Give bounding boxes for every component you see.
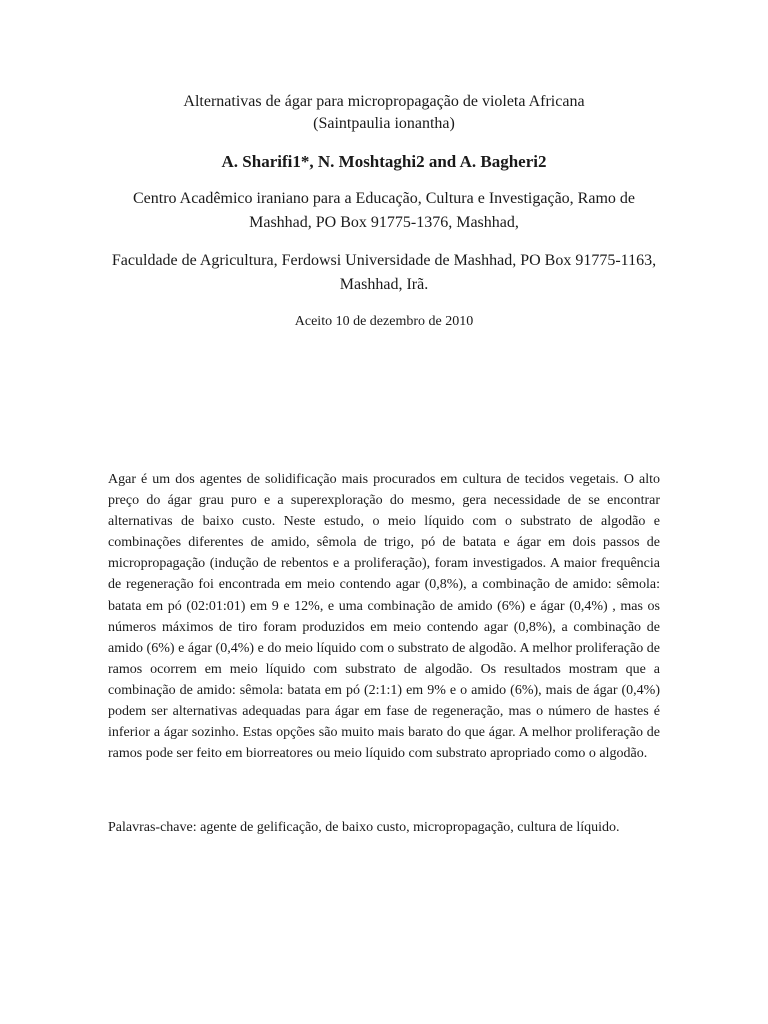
paper-title-line1: Alternativas de ágar para micropropagação de violeta Africana <box>183 93 585 110</box>
paper-authors: A. Sharifi1*, N. Moshtaghi2 and A. Bagheri2 <box>221 152 547 171</box>
paper-title-line2: (Saintpaulia ionantha) <box>313 115 455 132</box>
affiliation-1: Centro Acadêmico iraniano para a Educação, Cultura e Investigação, Ramo de Mashhad, PO Box 91775-1376, Mashhad, <box>132 190 635 231</box>
abstract-paragraph: Agar é um dos agentes de solidificação mais procurados em cultura de tecidos vegetais. O alto preço do ágar grau puro e a superexploração do mesmo, gera necessidade de se encontrar alternativas de baixo custo. Neste estudo, o meio líquido com o substrato de algodão e combinações diferentes de amido, sêmola de trigo, pó de batata e ágar em dois passos de micropropagação (indução de rebentos e a proliferação), foram investigados. A maior frequência de regeneração foi encontrada em meio contendo agar (0,8%), a combinação de amido: sêmola: batata em pó (02:01:01) em 9 e 12%, e uma combinação de amido (6%) e ágar (0,4%) , mas os números máximos de tiro foram produzidos em meio contendo agar (0,8%), a combinação de amido (6%) e ágar (0,4%) e do meio líquido com o substrato de algodão. A melhor proliferação de ramos ocorrem em meio líquido com substrato de algodão. Os resultados mostram que a combinação de amido: sêmola: batata em pó (2:1:1) em 9% e o amido (6%), mais de ágar (0,4%) podem ser alternativas adequadas para ágar em fase de regeneração, mas o número de hastes é inferior a ágar sozinho. Estas opções são muito mais barato do que ágar. A melhor proliferação de ramos pode ser feito em biorreatores ou meio líquido com substrato apropriado como o algodão. <box>108 472 660 762</box>
affiliation-2: Faculdade de Agricultura, Ferdowsi Universidade de Mashhad, PO Box 91775-1163, Mashhad, Irã. <box>111 252 657 293</box>
accepted-date: Aceito 10 de dezembro de 2010 <box>294 314 474 329</box>
keywords-paragraph: Palavras-chave: agente de gelificação, de baixo custo, micropropagação, cultura de líquido. <box>108 820 620 835</box>
paper-title <box>100 91 668 135</box>
